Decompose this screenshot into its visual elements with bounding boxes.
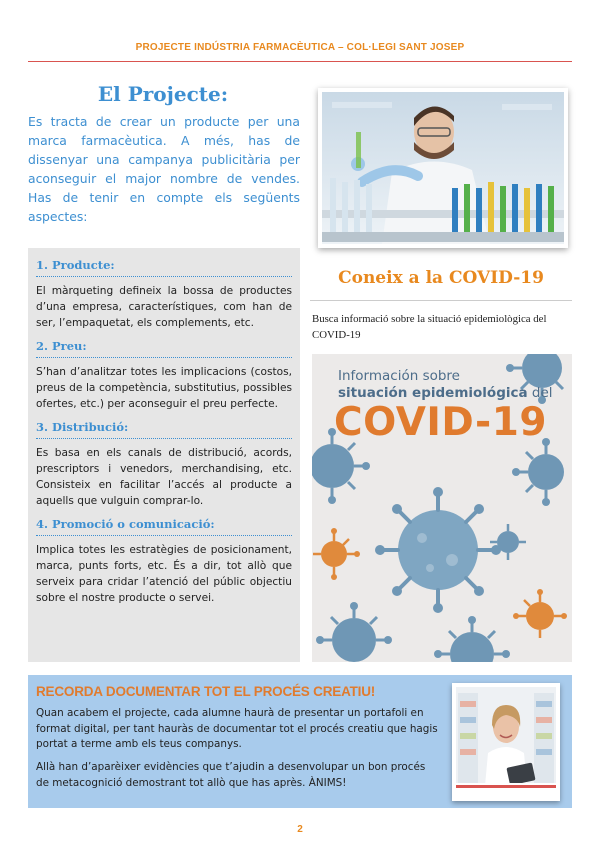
poster-subtitle-line1: Información sobre bbox=[338, 368, 460, 384]
lab-scientist-image bbox=[322, 92, 564, 244]
project-intro: Es tracta de crear un producte per una marca farmacèutica. A més, has de dissenyar una campanya publicitària per aconseguir el major nombre de vendes. Has de tenir en compte els següents aspectes: bbox=[28, 114, 300, 224]
poster-subtitle-bold: situación epidemiológica bbox=[338, 385, 528, 401]
header-divider bbox=[28, 61, 572, 62]
lab-photo bbox=[318, 88, 568, 248]
reminder-paragraph-2: Allà han d’aparèixer evidències que t’ajudin a desenvolupar un bon procés de metacognició demostrant tot allò que has après. ÀNIMS! bbox=[36, 761, 426, 789]
reminder-box bbox=[28, 675, 572, 808]
reminder-paragraph-1: Quan acabem el projecte, cada alumne haurà de presentar un portafoli en format digital, per tant hauràs de documentar tot el procés creatiu que hagis portat a terme amb els teus companys. bbox=[36, 707, 438, 750]
aspect-heading-product: 1. Producte: bbox=[36, 258, 292, 277]
covid-title: Coneix a la COVID-19 bbox=[338, 268, 544, 288]
page-number: 2 bbox=[297, 824, 303, 835]
poster-headline: COVID-19 bbox=[334, 400, 547, 445]
aspect-body-price: S’han d’analitzar totes les implicacions (costos, preus de la competència, substitutius, possibles ofertes, etc.) per aconseguir el preu perfecte. bbox=[36, 366, 292, 410]
aspect-body-distribution: Es basa en els canals de distribució, acords, prescriptors i venedors, merchandising, etc. Consisteix en facilitar l’accés al producte a aquells que vulguin comprar-lo. bbox=[36, 447, 292, 507]
poster-subtitle-rest: del bbox=[527, 385, 553, 401]
aspect-heading-price: 2. Preu: bbox=[36, 339, 292, 358]
reminder-title: RECORDA DOCUMENTAR TOT EL PROCÉS CREATIU! bbox=[36, 684, 376, 699]
aspects-panel bbox=[28, 248, 300, 662]
aspect-body-promotion: Implica totes les estratègies de posicionament, marca, punts forts, etc. És a dir, tot allò que serveix para cridar l’atenció del públic objectiu sobre el nostre producte o servei. bbox=[36, 544, 292, 604]
aspect-heading-promotion: 4. Promoció o comunicació: bbox=[36, 517, 292, 536]
covid-poster bbox=[312, 354, 572, 662]
project-title: El Projecte: bbox=[97, 82, 229, 106]
aspect-body-product: El màrqueting defineix la bossa de productes d’una empresa, característiques, com han de ser, l’empaquetat, els complements, etc. bbox=[36, 285, 292, 329]
aspect-heading-distribution: 3. Distribució: bbox=[36, 420, 292, 439]
pharmacist-photo bbox=[452, 683, 560, 801]
covid-divider bbox=[310, 300, 572, 301]
poster-subtitle-line2 bbox=[338, 385, 553, 401]
header-title: PROJECTE INDÚSTRIA FARMACÈUTICA – COL·LEGI SANT JOSEP bbox=[135, 42, 465, 53]
covid-description: Busca informació sobre la situació epidemiològica del COVID-19 bbox=[312, 313, 547, 341]
pharmacist-image bbox=[456, 687, 556, 797]
